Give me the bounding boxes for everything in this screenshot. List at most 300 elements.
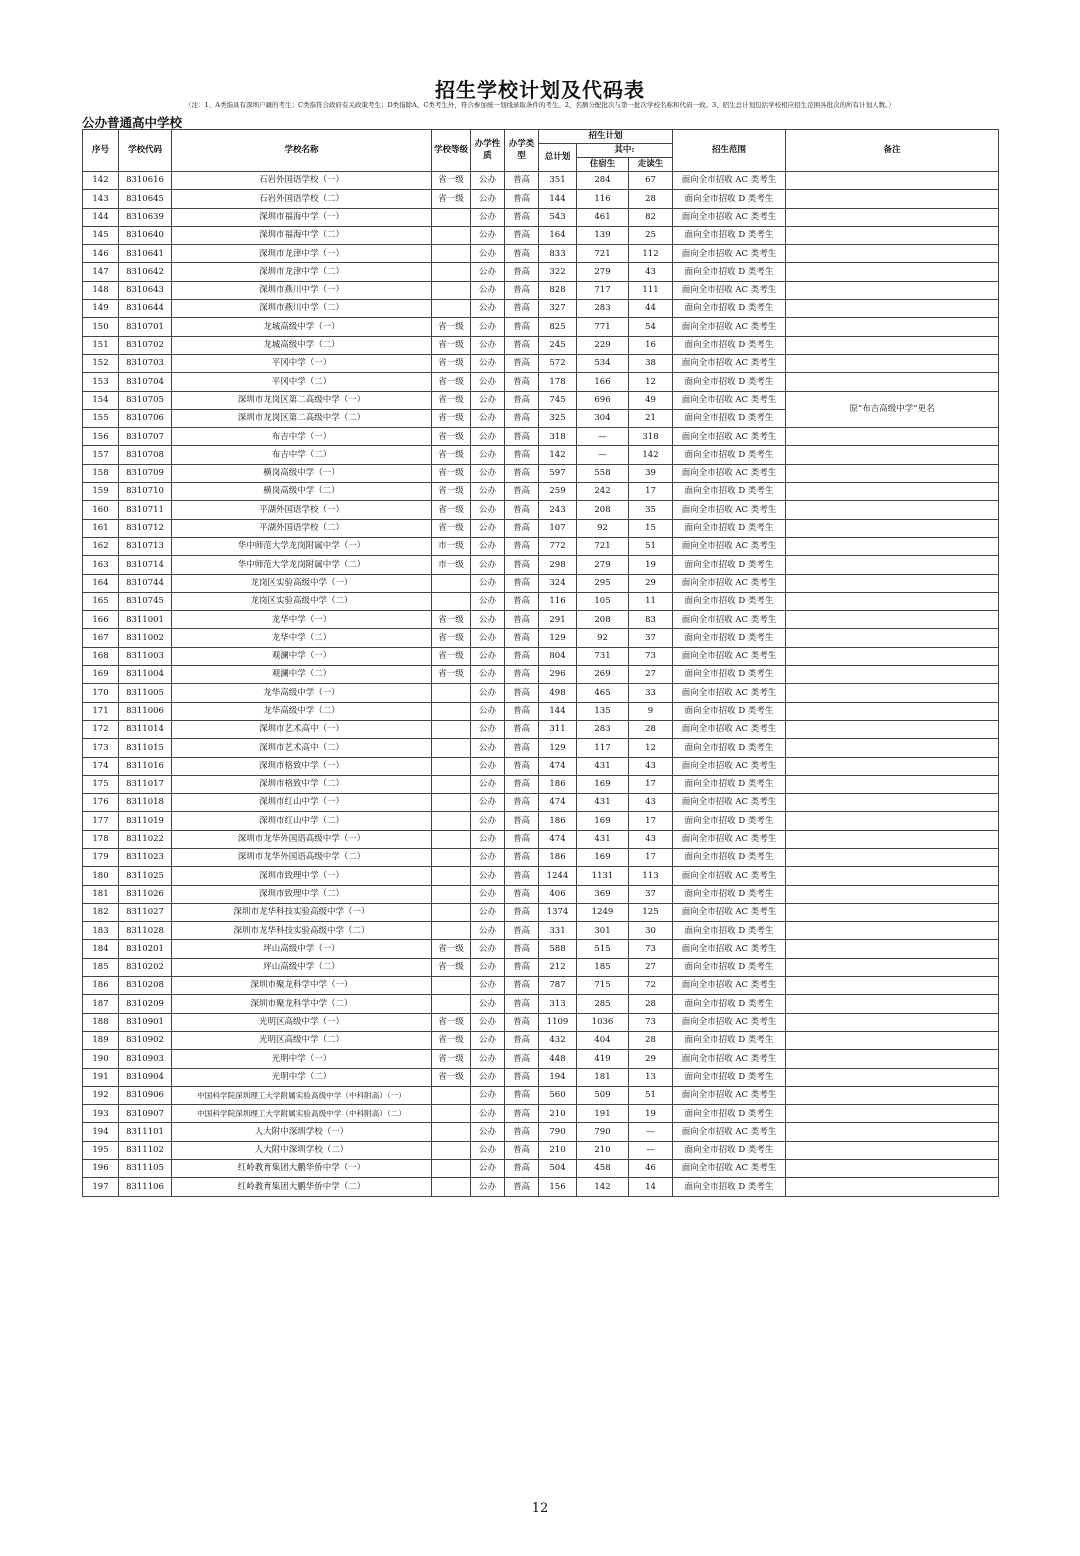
cell-day: 28: [629, 190, 673, 208]
cell-seq: 178: [83, 830, 119, 848]
table-row: [83, 318, 999, 336]
cell-code: 8311014: [119, 720, 172, 738]
cell-scope: 面向全市招收 D 类考生: [673, 1068, 786, 1086]
table-body: [83, 172, 999, 1197]
cell-remark: [786, 226, 999, 244]
cell-scope: 面向全市招收 D 类考生: [673, 336, 786, 354]
cell-total: 498: [539, 684, 577, 702]
cell-boarding: 117: [577, 739, 629, 757]
cell-level: 省一级: [432, 391, 471, 409]
cell-seq: 160: [83, 501, 119, 519]
cell-level: 省一级: [432, 940, 471, 958]
cell-remark: [786, 1160, 999, 1178]
cell-level: 省一级: [432, 336, 471, 354]
cell-seq: 171: [83, 702, 119, 720]
cell-day: 43: [629, 263, 673, 281]
cell-remark: [786, 483, 999, 501]
cell-boarding: —: [577, 446, 629, 464]
header-seq: 序号: [83, 130, 119, 172]
cell-seq: 176: [83, 794, 119, 812]
cell-scope: 面向全市招收 AC 类考生: [673, 1050, 786, 1068]
table-row: [83, 1178, 999, 1196]
cell-name: 深圳市龙华外国语高级中学（二）: [172, 848, 432, 866]
cell-seq: 191: [83, 1068, 119, 1086]
cell-boarding: 731: [577, 647, 629, 665]
table-header: [83, 130, 999, 172]
cell-level: 省一级: [432, 611, 471, 629]
cell-scope: 面向全市招收 D 类考生: [673, 446, 786, 464]
cell-name: 深圳市龙华外国语高级中学（一）: [172, 830, 432, 848]
cell-name: 龙岗区实验高级中学（二）: [172, 592, 432, 610]
cell-total: 259: [539, 483, 577, 501]
cell-remark: [786, 1141, 999, 1159]
cell-scope: 面向全市招收 AC 类考生: [673, 537, 786, 555]
cell-type: 普高: [505, 409, 539, 427]
cell-total: 144: [539, 190, 577, 208]
cell-code: 8310707: [119, 428, 172, 446]
cell-nature: 公办: [471, 574, 505, 592]
header-scope: 招生范围: [673, 130, 786, 172]
cell-boarding: 431: [577, 757, 629, 775]
cell-day: 27: [629, 958, 673, 976]
cell-type: 普高: [505, 903, 539, 921]
cell-day: 29: [629, 574, 673, 592]
cell-total: 1244: [539, 867, 577, 885]
table-row: [83, 885, 999, 903]
cell-total: 474: [539, 794, 577, 812]
cell-nature: 公办: [471, 172, 505, 190]
cell-remark: [786, 922, 999, 940]
cell-code: 8311018: [119, 794, 172, 812]
cell-total: 212: [539, 958, 577, 976]
cell-remark: [786, 720, 999, 738]
cell-nature: 公办: [471, 848, 505, 866]
cell-name: 深圳市聚龙科学中学（二）: [172, 995, 432, 1013]
cell-code: 8310708: [119, 446, 172, 464]
cell-level: 省一级: [432, 373, 471, 391]
cell-boarding: 92: [577, 629, 629, 647]
cell-code: 8310711: [119, 501, 172, 519]
cell-type: 普高: [505, 739, 539, 757]
cell-code: 8310703: [119, 354, 172, 372]
cell-boarding: 465: [577, 684, 629, 702]
page-number: 12: [531, 1501, 549, 1516]
cell-total: 245: [539, 336, 577, 354]
cell-nature: 公办: [471, 666, 505, 684]
cell-total: 186: [539, 775, 577, 793]
cell-day: 9: [629, 702, 673, 720]
cell-total: 296: [539, 666, 577, 684]
section-title: 公办普通高中学校: [82, 115, 183, 130]
cell-level: [432, 739, 471, 757]
cell-level: [432, 830, 471, 848]
table-row: [83, 391, 999, 409]
cell-total: 325: [539, 409, 577, 427]
cell-nature: 公办: [471, 592, 505, 610]
cell-level: [432, 300, 471, 318]
cell-day: 43: [629, 757, 673, 775]
cell-scope: 面向全市招收 D 类考生: [673, 263, 786, 281]
cell-scope: 面向全市招收 AC 类考生: [673, 830, 786, 848]
cell-type: 普高: [505, 190, 539, 208]
cell-total: 833: [539, 245, 577, 263]
cell-level: [432, 1086, 471, 1104]
cell-seq: 152: [83, 354, 119, 372]
cell-code: 8310745: [119, 592, 172, 610]
cell-type: 普高: [505, 812, 539, 830]
header-code: 学校代码: [119, 130, 172, 172]
cell-type: 普高: [505, 428, 539, 446]
cell-day: 46: [629, 1160, 673, 1178]
cell-code: 8310903: [119, 1050, 172, 1068]
cell-day: 67: [629, 172, 673, 190]
cell-boarding: 461: [577, 208, 629, 226]
cell-day: 73: [629, 940, 673, 958]
cell-scope: 面向全市招收 AC 类考生: [673, 318, 786, 336]
cell-code: 8311002: [119, 629, 172, 647]
cell-seq: 166: [83, 611, 119, 629]
cell-seq: 145: [83, 226, 119, 244]
cell-level: [432, 208, 471, 226]
cell-type: 普高: [505, 666, 539, 684]
cell-code: 8311023: [119, 848, 172, 866]
cell-type: 普高: [505, 263, 539, 281]
cell-boarding: 458: [577, 1160, 629, 1178]
cell-code: 8311022: [119, 830, 172, 848]
cell-name: 龙岗区实验高级中学（一）: [172, 574, 432, 592]
cell-type: 普高: [505, 446, 539, 464]
cell-type: 普高: [505, 1068, 539, 1086]
cell-day: 73: [629, 1013, 673, 1031]
cell-level: 省一级: [432, 647, 471, 665]
cell-nature: 公办: [471, 702, 505, 720]
cell-day: 21: [629, 409, 673, 427]
cell-total: 560: [539, 1086, 577, 1104]
cell-name: 龙华中学（二）: [172, 629, 432, 647]
cell-day: 54: [629, 318, 673, 336]
cell-seq: 153: [83, 373, 119, 391]
cell-code: 8310639: [119, 208, 172, 226]
cell-total: 142: [539, 446, 577, 464]
cell-seq: 157: [83, 446, 119, 464]
cell-scope: 面向全市招收 D 类考生: [673, 592, 786, 610]
cell-code: 8310640: [119, 226, 172, 244]
cell-seq: 177: [83, 812, 119, 830]
cell-name: 布吉中学（二）: [172, 446, 432, 464]
cell-type: 普高: [505, 519, 539, 537]
cell-code: 8310902: [119, 1031, 172, 1049]
cell-type: 普高: [505, 537, 539, 555]
cell-day: 27: [629, 666, 673, 684]
cell-seq: 190: [83, 1050, 119, 1068]
cell-type: 普高: [505, 647, 539, 665]
cell-type: 普高: [505, 501, 539, 519]
cell-day: 12: [629, 739, 673, 757]
cell-nature: 公办: [471, 1160, 505, 1178]
cell-name: 石岩外国语学校（二）: [172, 190, 432, 208]
cell-total: 116: [539, 592, 577, 610]
cell-boarding: 169: [577, 812, 629, 830]
cell-seq: 193: [83, 1105, 119, 1123]
cell-total: 825: [539, 318, 577, 336]
cell-scope: 面向全市招收 D 类考生: [673, 995, 786, 1013]
cell-name: 深圳市龙津中学（一）: [172, 245, 432, 263]
cell-day: 112: [629, 245, 673, 263]
cell-nature: 公办: [471, 428, 505, 446]
cell-level: [432, 794, 471, 812]
cell-code: 8310208: [119, 977, 172, 995]
cell-level: [432, 977, 471, 995]
cell-name: 坪山高级中学（二）: [172, 958, 432, 976]
cell-remark: [786, 830, 999, 848]
cell-scope: 面向全市招收 D 类考生: [673, 775, 786, 793]
cell-boarding: 431: [577, 794, 629, 812]
cell-type: 普高: [505, 391, 539, 409]
cell-remark: [786, 848, 999, 866]
cell-type: 普高: [505, 336, 539, 354]
cell-code: 8311102: [119, 1141, 172, 1159]
table-row: [83, 977, 999, 995]
cell-nature: 公办: [471, 977, 505, 995]
cell-day: 15: [629, 519, 673, 537]
cell-scope: 面向全市招收 D 类考生: [673, 226, 786, 244]
cell-nature: 公办: [471, 1013, 505, 1031]
cell-remark: [786, 666, 999, 684]
cell-seq: 162: [83, 537, 119, 555]
cell-name: 光明区高级中学（二）: [172, 1031, 432, 1049]
cell-level: 省一级: [432, 666, 471, 684]
cell-type: 普高: [505, 794, 539, 812]
cell-remark: [786, 172, 999, 190]
cell-day: 113: [629, 867, 673, 885]
table-row: [83, 940, 999, 958]
cell-day: 11: [629, 592, 673, 610]
cell-day: 17: [629, 812, 673, 830]
cell-name: 龙华高级中学（二）: [172, 702, 432, 720]
cell-level: 省一级: [432, 483, 471, 501]
cell-code: 8310744: [119, 574, 172, 592]
cell-nature: 公办: [471, 519, 505, 537]
cell-type: 普高: [505, 1178, 539, 1196]
cell-boarding: 139: [577, 226, 629, 244]
cell-seq: 163: [83, 556, 119, 574]
cell-boarding: 208: [577, 611, 629, 629]
cell-level: 省一级: [432, 1068, 471, 1086]
cell-seq: 168: [83, 647, 119, 665]
cell-name: 红岭教育集团大鹏华侨中学（二）: [172, 1178, 432, 1196]
cell-day: 125: [629, 903, 673, 921]
cell-remark: [786, 1105, 999, 1123]
cell-seq: 180: [83, 867, 119, 885]
cell-name: 中国科学院深圳理工大学附属实验高级中学（中科附高）（一）: [172, 1086, 432, 1104]
cell-code: 8311004: [119, 666, 172, 684]
header-boarding: 住宿生: [577, 158, 629, 172]
cell-type: 普高: [505, 208, 539, 226]
cell-total: 432: [539, 1031, 577, 1049]
cell-boarding: 283: [577, 720, 629, 738]
cell-remark: [786, 995, 999, 1013]
cell-name: 中国科学院深圳理工大学附属实验高级中学（中科附高）（二）: [172, 1105, 432, 1123]
cell-nature: 公办: [471, 940, 505, 958]
table-row: [83, 172, 999, 190]
cell-name: 光明中学（二）: [172, 1068, 432, 1086]
cell-total: 129: [539, 739, 577, 757]
cell-boarding: 534: [577, 354, 629, 372]
cell-code: 8311026: [119, 885, 172, 903]
cell-day: 17: [629, 483, 673, 501]
cell-day: 30: [629, 922, 673, 940]
school-plan-table: [82, 129, 999, 1197]
cell-level: [432, 848, 471, 866]
cell-day: 17: [629, 775, 673, 793]
table-row: [83, 1105, 999, 1123]
cell-nature: 公办: [471, 446, 505, 464]
cell-nature: 公办: [471, 1105, 505, 1123]
table-row: [83, 867, 999, 885]
cell-day: 12: [629, 373, 673, 391]
cell-total: 772: [539, 537, 577, 555]
cell-name: 深圳市聚龙科学中学（一）: [172, 977, 432, 995]
cell-code: 8311006: [119, 702, 172, 720]
table-row: [83, 812, 999, 830]
cell-nature: 公办: [471, 757, 505, 775]
cell-nature: 公办: [471, 300, 505, 318]
cell-total: 588: [539, 940, 577, 958]
cell-type: 普高: [505, 611, 539, 629]
cell-type: 普高: [505, 556, 539, 574]
cell-name: 深圳市福海中学（二）: [172, 226, 432, 244]
table-row: [83, 263, 999, 281]
cell-name: 平冈中学（二）: [172, 373, 432, 391]
cell-name: 平湖外国语学校（二）: [172, 519, 432, 537]
cell-scope: 面向全市招收 AC 类考生: [673, 720, 786, 738]
cell-name: 龙城高级中学（二）: [172, 336, 432, 354]
cell-boarding: 295: [577, 574, 629, 592]
cell-remark: [786, 958, 999, 976]
cell-level: [432, 574, 471, 592]
cell-seq: 156: [83, 428, 119, 446]
cell-name: 石岩外国语学校（一）: [172, 172, 432, 190]
cell-nature: 公办: [471, 611, 505, 629]
cell-remark: [786, 537, 999, 555]
cell-type: 普高: [505, 464, 539, 482]
cell-nature: 公办: [471, 208, 505, 226]
cell-type: 普高: [505, 702, 539, 720]
cell-scope: 面向全市招收 D 类考生: [673, 922, 786, 940]
cell-day: 51: [629, 1086, 673, 1104]
cell-seq: 183: [83, 922, 119, 940]
cell-seq: 181: [83, 885, 119, 903]
cell-code: 8310705: [119, 391, 172, 409]
cell-level: [432, 922, 471, 940]
cell-remark: [786, 1050, 999, 1068]
cell-code: 8310641: [119, 245, 172, 263]
cell-type: 普高: [505, 885, 539, 903]
cell-seq: 144: [83, 208, 119, 226]
cell-day: —: [629, 1141, 673, 1159]
cell-type: 普高: [505, 245, 539, 263]
cell-type: 普高: [505, 848, 539, 866]
cell-seq: 167: [83, 629, 119, 647]
cell-seq: 184: [83, 940, 119, 958]
cell-seq: 197: [83, 1178, 119, 1196]
cell-total: 1109: [539, 1013, 577, 1031]
cell-boarding: 279: [577, 263, 629, 281]
cell-name: 深圳市燕川中学（一）: [172, 281, 432, 299]
table-row: [83, 647, 999, 665]
cell-name: 龙华高级中学（一）: [172, 684, 432, 702]
cell-code: 8310904: [119, 1068, 172, 1086]
cell-scope: 面向全市招收 D 类考生: [673, 739, 786, 757]
table-row: [83, 794, 999, 812]
table-row: [83, 300, 999, 318]
cell-boarding: 304: [577, 409, 629, 427]
cell-total: 1374: [539, 903, 577, 921]
cell-scope: 面向全市招收 D 类考生: [673, 556, 786, 574]
cell-remark: [786, 574, 999, 592]
cell-day: 83: [629, 611, 673, 629]
cell-boarding: 1249: [577, 903, 629, 921]
cell-type: 普高: [505, 940, 539, 958]
table-row: [83, 1013, 999, 1031]
cell-level: 省一级: [432, 172, 471, 190]
cell-code: 8310712: [119, 519, 172, 537]
cell-scope: 面向全市招收 D 类考生: [673, 1178, 786, 1196]
cell-name: 平湖外国语学校（一）: [172, 501, 432, 519]
cell-boarding: 169: [577, 775, 629, 793]
cell-type: 普高: [505, 1031, 539, 1049]
cell-code: 8310704: [119, 373, 172, 391]
cell-scope: 面向全市招收 AC 类考生: [673, 428, 786, 446]
table-row: [83, 428, 999, 446]
cell-name: 深圳市龙岗区第二高级中学（二）: [172, 409, 432, 427]
cell-level: 省一级: [432, 446, 471, 464]
cell-code: 8310202: [119, 958, 172, 976]
cell-code: 8310713: [119, 537, 172, 555]
cell-level: 市一级: [432, 556, 471, 574]
cell-day: 28: [629, 995, 673, 1013]
cell-nature: 公办: [471, 830, 505, 848]
cell-name: 深圳市艺术高中（二）: [172, 739, 432, 757]
cell-boarding: 696: [577, 391, 629, 409]
cell-scope: 面向全市招收 D 类考生: [673, 885, 786, 903]
cell-scope: 面向全市招收 D 类考生: [673, 702, 786, 720]
cell-code: 8311001: [119, 611, 172, 629]
cell-nature: 公办: [471, 958, 505, 976]
cell-name: 龙华中学（一）: [172, 611, 432, 629]
cell-remark: [786, 208, 999, 226]
cell-remark: [786, 977, 999, 995]
cell-seq: 175: [83, 775, 119, 793]
cell-name: 深圳市福海中学（一）: [172, 208, 432, 226]
cell-scope: 面向全市招收 D 类考生: [673, 1031, 786, 1049]
cell-code: 8310616: [119, 172, 172, 190]
cell-boarding: 284: [577, 172, 629, 190]
cell-scope: 面向全市招收 AC 类考生: [673, 1160, 786, 1178]
cell-remark: [786, 501, 999, 519]
cell-type: 普高: [505, 318, 539, 336]
cell-total: 790: [539, 1123, 577, 1141]
cell-boarding: 279: [577, 556, 629, 574]
table-row: [83, 1141, 999, 1159]
cell-seq: 169: [83, 666, 119, 684]
cell-type: 普高: [505, 684, 539, 702]
cell-code: 8310906: [119, 1086, 172, 1104]
cell-total: 107: [539, 519, 577, 537]
cell-day: 37: [629, 629, 673, 647]
cell-total: 313: [539, 995, 577, 1013]
cell-code: 8311017: [119, 775, 172, 793]
